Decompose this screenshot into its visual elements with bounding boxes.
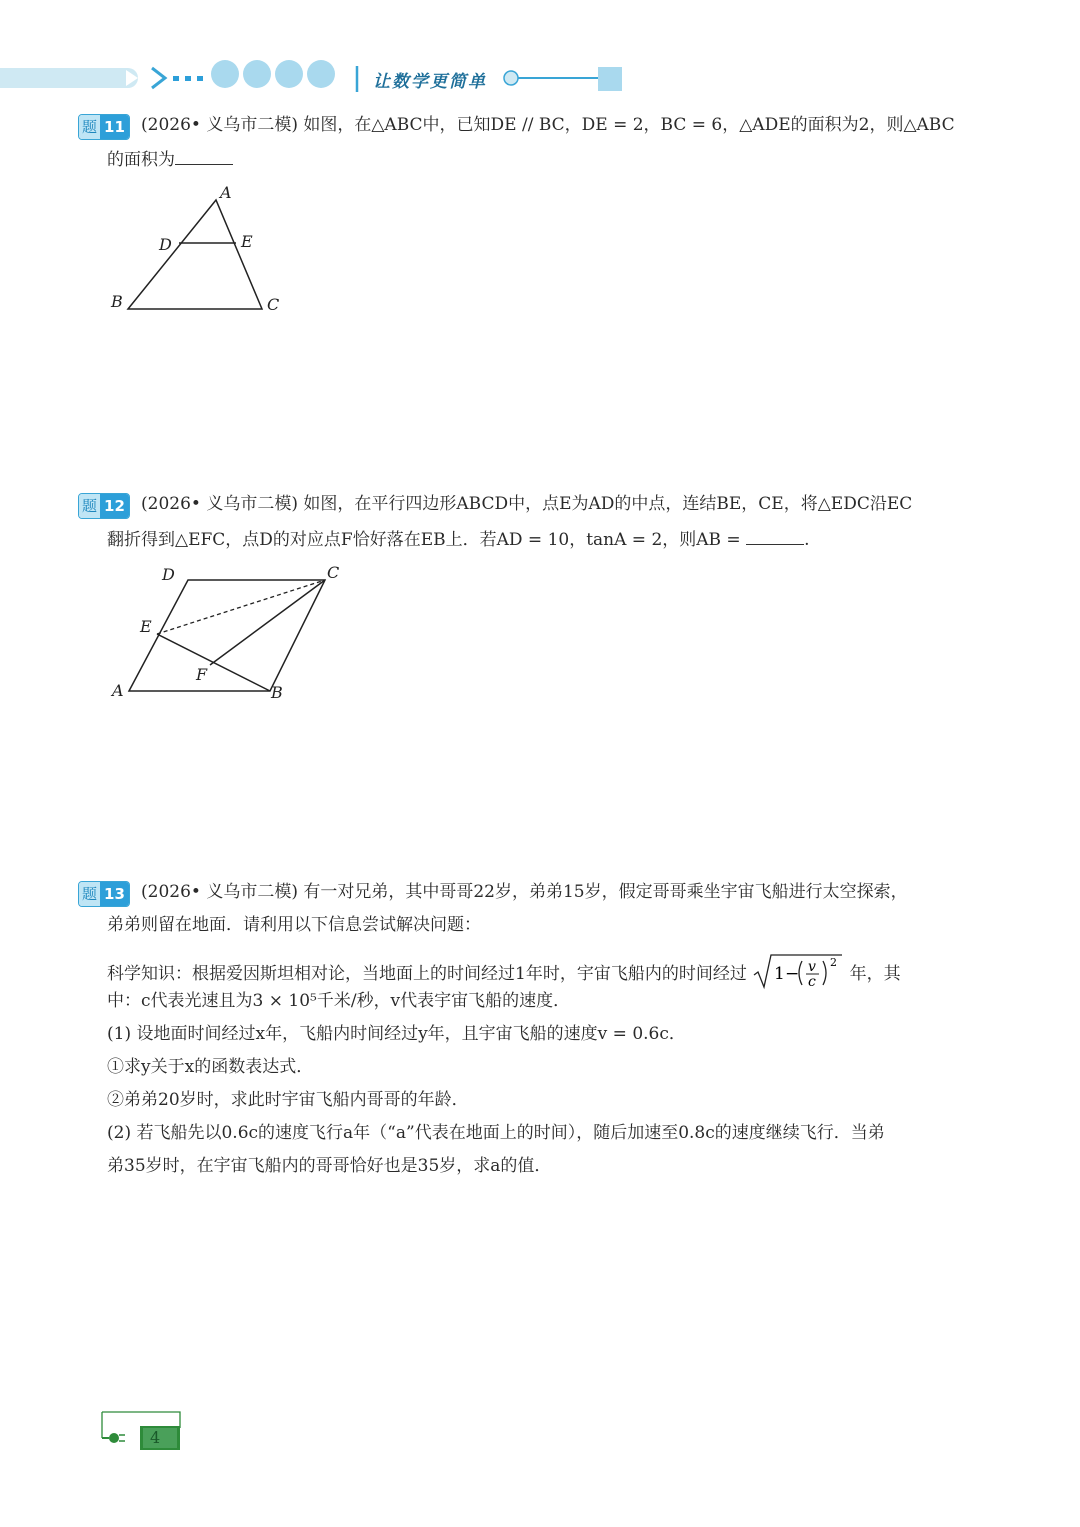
dot-icon bbox=[185, 76, 191, 81]
vertex-label-e: E bbox=[241, 232, 253, 251]
vertex-label-d: D bbox=[159, 235, 172, 254]
q13-line2: 弟弟则留在地面．请利用以下信息尝试解决问题： bbox=[107, 915, 481, 935]
q11-line2 bbox=[107, 146, 233, 172]
page-number: 4 bbox=[150, 1428, 161, 1447]
plug-arrow-icon bbox=[598, 67, 622, 91]
vertex-label-e: E bbox=[140, 617, 152, 636]
question-12-badge bbox=[78, 493, 130, 519]
vertex-label-c: C bbox=[327, 563, 340, 582]
formula-numerator: v bbox=[808, 959, 817, 975]
q13-line8: (2) 若飞船先以0.6c的速度飞行a年（“a”代表在地面上的时间），随后加速至0.8c的速度继续飞行．当弟 bbox=[107, 1123, 885, 1143]
knob-icon bbox=[504, 71, 518, 85]
formula-denominator: c bbox=[808, 974, 817, 990]
footer-line bbox=[102, 1412, 180, 1428]
q11-line1: (2026• 义乌市二模) 如图，在△ABC中，已知DE // BC，DE = 2，BC = 6，△ADE的面积为2，则△ABC bbox=[141, 115, 955, 135]
q13-line3-end: 年，其 bbox=[849, 964, 901, 984]
q13-line4: 中：c代表光速且为3 × 10⁵千米/秒，v代表宇宙飞船的速度． bbox=[107, 991, 571, 1011]
question-number: 11 bbox=[100, 115, 129, 139]
question-label: 题 bbox=[79, 115, 100, 139]
vertex-label-b: B bbox=[271, 683, 283, 702]
q13-line6: ①求y关于x的函数表达式． bbox=[107, 1057, 314, 1077]
q13-line3-text: 科学知识：根据爱因斯坦相对论，当地面上的时间经过1年时，宇宙飞船内的时间经过 bbox=[107, 964, 747, 984]
formula-exponent: 2 bbox=[830, 956, 838, 969]
vertex-label-d: D bbox=[162, 565, 175, 584]
q13-line7: ②弟弟20岁时，求此时宇宙飞船内哥哥的年龄． bbox=[107, 1090, 469, 1110]
vertex-label-c: C bbox=[267, 295, 280, 314]
q12-parallelogram-figure bbox=[100, 560, 360, 710]
q11-line2-text: 的面积为 bbox=[107, 150, 175, 170]
vertex-label-a: A bbox=[112, 681, 124, 700]
q11-triangle-figure bbox=[100, 180, 300, 320]
chevron-right-icon bbox=[152, 68, 165, 88]
page-footer-decoration bbox=[100, 1410, 190, 1455]
question-number: 13 bbox=[100, 882, 129, 906]
q12-line2 bbox=[107, 526, 810, 552]
q13-line9: 弟35岁时，在宇宙飞船内的哥哥恰好也是35岁，求a的值． bbox=[107, 1156, 552, 1176]
triangle-abc bbox=[128, 200, 262, 309]
segment-ec-dashed bbox=[157, 580, 325, 634]
q13-line5: (1) 设地面时间经过x年，飞船内时间经过y年，且宇宙飞船的速度v = 0.6c． bbox=[107, 1024, 686, 1044]
q12-line1: (2026• 义乌市二模) 如图，在平行四边形ABCD中，点E为AD的中点，连结BE，CE，将△EDC沿EC bbox=[141, 494, 913, 514]
q12-line2-text: 翻折得到△EFC，点D的对应点F恰好落在EB上．若AD = 10，tanA = 2，则AB = bbox=[107, 530, 741, 550]
plug-icon bbox=[109, 1433, 119, 1443]
vertex-label-a: A bbox=[220, 183, 232, 202]
dot-icon bbox=[173, 76, 179, 81]
segment-fc bbox=[210, 580, 325, 665]
question-11-badge bbox=[78, 114, 130, 140]
question-number: 12 bbox=[100, 494, 129, 518]
header-decoration bbox=[0, 60, 1080, 100]
circle-icon bbox=[243, 60, 271, 88]
q12-line2-end: . bbox=[804, 530, 810, 550]
answer-blank bbox=[746, 526, 804, 545]
circle-icon bbox=[307, 60, 335, 88]
page-header bbox=[0, 60, 1080, 100]
header-slogan: 让数学更简单 bbox=[373, 72, 487, 92]
question-label: 题 bbox=[79, 882, 100, 906]
dot-icon bbox=[197, 76, 203, 81]
answer-blank bbox=[175, 146, 233, 165]
q13-line1: (2026• 义乌市二模) 有一对兄弟，其中哥哥22岁，弟弟15岁，假定哥哥乘坐宇宙飞船进行太空探索， bbox=[141, 882, 908, 902]
vertex-label-f: F bbox=[196, 665, 208, 684]
sqrt-formula bbox=[752, 951, 844, 991]
q13-line3 bbox=[107, 951, 901, 991]
arrow-icon bbox=[126, 70, 138, 86]
circle-icon bbox=[275, 60, 303, 88]
circle-icon bbox=[211, 60, 239, 88]
vertex-label-b: B bbox=[111, 292, 123, 311]
formula-minus: − bbox=[785, 964, 800, 984]
question-label: 题 bbox=[79, 494, 100, 518]
formula-one: 1 bbox=[774, 964, 786, 984]
question-13-badge bbox=[78, 881, 130, 907]
